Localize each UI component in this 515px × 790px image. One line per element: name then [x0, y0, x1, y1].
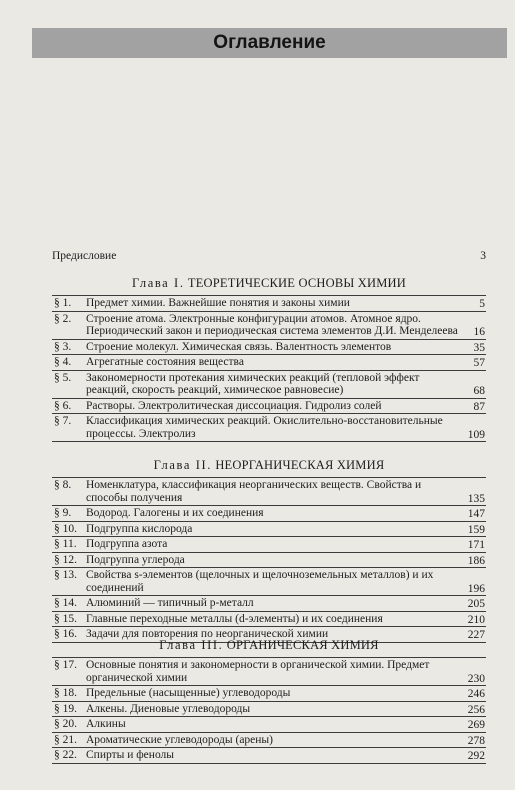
- chapter-heading: [52, 458, 486, 473]
- toc-row: [52, 506, 486, 522]
- toc-row: [52, 553, 486, 569]
- section-page: 16: [473, 326, 485, 338]
- section-page: 57: [473, 357, 485, 369]
- section-number: § 20.: [54, 718, 77, 730]
- section-title: Алюминий — типичный p-металл: [86, 597, 254, 609]
- preface-entry: [52, 250, 486, 262]
- title-banner: [32, 28, 507, 58]
- preface-page: 3: [480, 250, 486, 262]
- section-title: Предмет химии. Важнейшие понятия и законы химии: [86, 297, 350, 309]
- chapter-label: Глава III.: [159, 638, 224, 652]
- section-number: § 11.: [54, 538, 77, 550]
- section-title: Номенклатура, классификация неорганических веществ. Свойства и способы получения: [86, 479, 422, 504]
- section-number: § 14.: [54, 597, 77, 609]
- toc-row: [52, 658, 486, 686]
- section-title: Подгруппа кислорода: [86, 522, 193, 535]
- section-number: § 3.: [54, 340, 72, 353]
- section-number: § 2.: [54, 312, 72, 325]
- toc-row: [52, 702, 486, 718]
- toc-row: [52, 478, 486, 506]
- toc-row: [52, 371, 486, 399]
- section-page: 35: [473, 341, 485, 354]
- section-title: Задачи для повторения по неорганической химии: [86, 628, 329, 640]
- section-title: Закономерности протекания химических реакций (тепловой эффект реакций, скорость реакций, химическое равновесие): [86, 371, 420, 396]
- section-title: Подгруппа азота: [86, 538, 168, 550]
- section-number: § 1.: [54, 297, 72, 309]
- section-title: Алкины: [86, 718, 126, 730]
- chapter-name: НЕОРГАНИЧЕСКАЯ ХИМИЯ: [215, 458, 385, 472]
- section-number: § 12.: [54, 553, 77, 566]
- section-page: 210: [467, 613, 485, 626]
- toc-row: [52, 612, 486, 628]
- section-number: § 21.: [54, 733, 77, 746]
- toc-row: [52, 296, 486, 312]
- chapter-heading: [52, 276, 486, 291]
- toc-row: [52, 733, 486, 749]
- preface-label: Предисловие: [52, 250, 117, 262]
- section-number: § 10.: [54, 522, 77, 535]
- section-number: § 19.: [54, 702, 77, 715]
- section-page: 196: [467, 582, 485, 595]
- toc-row: [52, 748, 486, 764]
- section-title: Строение молекул. Химическая связь. Валентность элементов: [86, 340, 392, 353]
- toc-row: [52, 355, 486, 371]
- section-title: Подгруппа углерода: [86, 553, 185, 566]
- toc-row: [52, 686, 486, 702]
- toc-row: [52, 537, 486, 553]
- section-page: 109: [467, 428, 485, 441]
- section-page: 292: [467, 750, 485, 762]
- section-page: 230: [467, 672, 485, 685]
- section-title: Агрегатные состояния вещества: [86, 356, 244, 368]
- section-number: § 15.: [54, 612, 77, 625]
- section-page: 135: [467, 492, 485, 505]
- section-number: § 18.: [54, 687, 77, 699]
- chapter-label: Глава I.: [131, 276, 185, 290]
- section-number: § 4.: [54, 356, 72, 368]
- section-page: 159: [467, 523, 485, 536]
- section-title: Основные понятия и закономерности в органической химии. Предмет органической химии: [86, 659, 430, 684]
- section-number: § 13.: [54, 569, 77, 581]
- section-number: § 7.: [54, 415, 72, 427]
- section-page: 256: [467, 703, 485, 716]
- section-page: 269: [467, 719, 485, 731]
- section-page: 246: [467, 688, 485, 700]
- toc-row: [52, 522, 486, 538]
- section-number: § 9.: [54, 507, 72, 519]
- section-number: § 8.: [54, 479, 72, 491]
- section-title: Классификация химических реакций. Окислительно-восстановительные процессы. Электролиз: [86, 415, 443, 440]
- toc-row: [52, 717, 486, 733]
- chapter-table: [52, 477, 486, 643]
- toc-row: [52, 596, 486, 612]
- section-number: § 17.: [54, 659, 77, 671]
- section-page: 87: [473, 400, 485, 413]
- section-page: 5: [479, 298, 485, 310]
- chapter-heading: [52, 638, 486, 653]
- section-number: § 5.: [54, 371, 72, 384]
- section-title: Главные переходные металлы (d-элементы) и их соединения: [86, 612, 383, 625]
- page-title: Оглавление: [213, 32, 326, 53]
- section-page: 68: [473, 385, 485, 397]
- chapter-name: ТЕОРЕТИЧЕСКИЕ ОСНОВЫ ХИМИИ: [187, 276, 407, 290]
- section-page: 278: [467, 734, 485, 747]
- toc-row: [52, 312, 486, 340]
- section-page: 205: [467, 598, 485, 610]
- section-title: Алкены. Диеновые углеводороды: [86, 702, 251, 715]
- section-page: 186: [467, 554, 485, 567]
- section-number: § 6.: [54, 399, 72, 412]
- chapter-table: [52, 657, 486, 764]
- section-page: 227: [467, 629, 485, 641]
- section-title: Растворы. Электролитическая диссоциация. Гидролиз солей: [86, 399, 382, 412]
- section-page: 147: [467, 508, 485, 520]
- section-title: Спирты и фенолы: [86, 749, 175, 761]
- section-title: Предельные (насыщенные) углеводороды: [86, 687, 291, 699]
- toc-row: [52, 340, 486, 356]
- section-number: § 16.: [54, 628, 77, 640]
- toc-row: [52, 399, 486, 415]
- section-page: 171: [467, 539, 485, 551]
- chapter-name: ОРГАНИЧЕСКАЯ ХИМИЯ: [226, 638, 379, 652]
- section-number: § 22.: [54, 749, 77, 761]
- section-title: Ароматические углеводороды (арены): [86, 733, 273, 746]
- toc-row: [52, 414, 486, 442]
- section-title: Свойства s-элементов (щелочных и щелочноземельных металлов) и их соединений: [86, 569, 434, 594]
- toc-row: [52, 568, 486, 596]
- chapter-label: Глава II.: [153, 458, 212, 472]
- chapter-table: [52, 295, 486, 442]
- section-title: Строение атома. Электронные конфигурации атомов. Атомное ядро. Периодический закон и периодическая система элементов Д.И. Менделеева: [86, 312, 458, 337]
- section-title: Водород. Галогены и их соединения: [86, 507, 264, 519]
